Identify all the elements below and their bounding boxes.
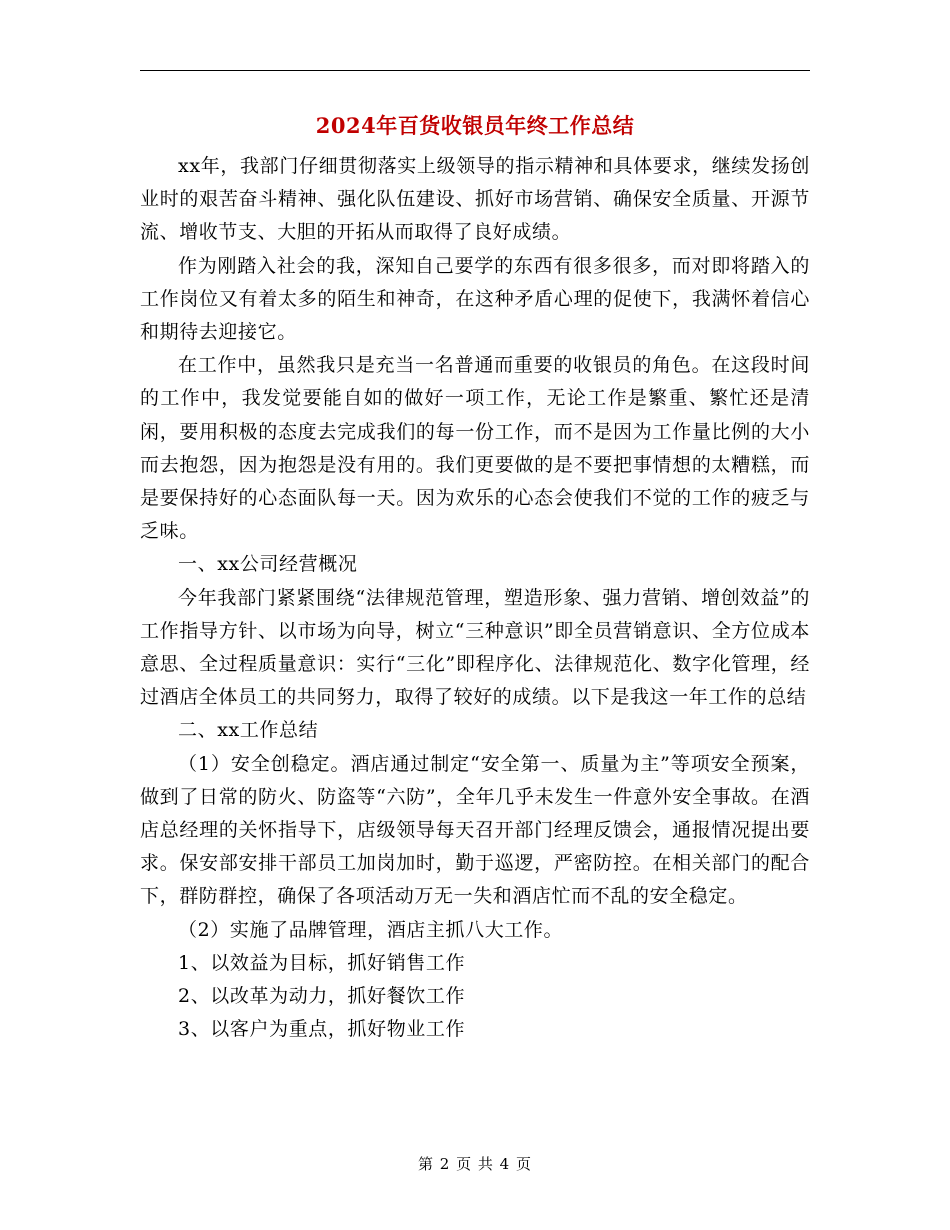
paragraph-safety: （1）安全创稳定。酒店通过制定“安全第一、质量为主”等项安全预案，做到了日常的防火、防盗等“六防”，全年几乎未发生一件意外安全事故。在酒店总经理的关怀指导下，店级领导每天召开部门经理反馈会，通报情况提出要求。保安部安排干部员工加岗加时，勤于巡逻，严密防控。在相关部门的配合下，群防群控，确保了各项活动万无一失和酒店忙而不乱的安全稳定。 — [140, 752, 810, 908]
page-number-footer: 第 2 页 共 4 页 — [418, 1155, 532, 1173]
paragraph-intro: xx年，我部门仔细贯彻落实上级领导的指示精神和具体要求，继续发扬创业时的艰苦奋斗精神、强化队伍建设、抓好市场营销、确保安全质量、开源节流、增收节支、大胆的开拓从而取得了良好成绩。 — [140, 155, 810, 244]
section-heading-summary: 二、xx工作总结 — [178, 719, 319, 742]
list-item: 2、以改革为动力，抓好餐饮工作 — [178, 985, 466, 1008]
document-body — [140, 150, 810, 1046]
section-heading-overview: 一、xx公司经营概况 — [178, 553, 358, 576]
paragraph-newcomer: 作为刚踏入社会的我，深知自己要学的东西有很多很多，而对即将踏入的工作岗位又有着太多的陌生和神奇，在这种矛盾心理的促使下，我满怀着信心和期待去迎接它。 — [140, 254, 810, 344]
document-title: 2024年百货收银员年终工作总结 — [315, 113, 635, 138]
paragraph-brand: （2）实施了品牌管理，酒店主抓八大工作。 — [178, 918, 564, 941]
list-item: 3、以客户为重点，抓好物业工作 — [178, 1018, 466, 1041]
header-rule — [140, 70, 810, 71]
paragraph-overview: 今年我部门紧紧围绕“法律规范管理，塑造形象、强力营销、增创效益”的工作指导方针、以市场为向导，树立“三种意识”即全员营销意识、全方位成本意思、全过程质量意识：实行“三化”即程序化、法律规范化、数字化管理，经过酒店全体员工的共同努力，取得了较好的成绩。以下是我这一年工作的总结 — [140, 586, 810, 709]
paragraph-work-attitude: 在工作中，虽然我只是充当一名普通而重要的收银员的角色。在这段时间的工作中，我发觉要能自如的做好一项工作，无论工作是繁重、繁忙还是清闲，要用积极的态度去完成我们的每一份工作，而不是因为工作量比例的大小而去抱怨，因为抱怨是没有用的。我们更要做的是不要把事情想的太糟糕，而是要保持好的心态面队每一天。因为欢乐的心态会使我们不觉的工作的疲乏与乏味。 — [140, 354, 810, 543]
list-item: 1、以效益为目标，抓好销售工作 — [178, 951, 466, 974]
